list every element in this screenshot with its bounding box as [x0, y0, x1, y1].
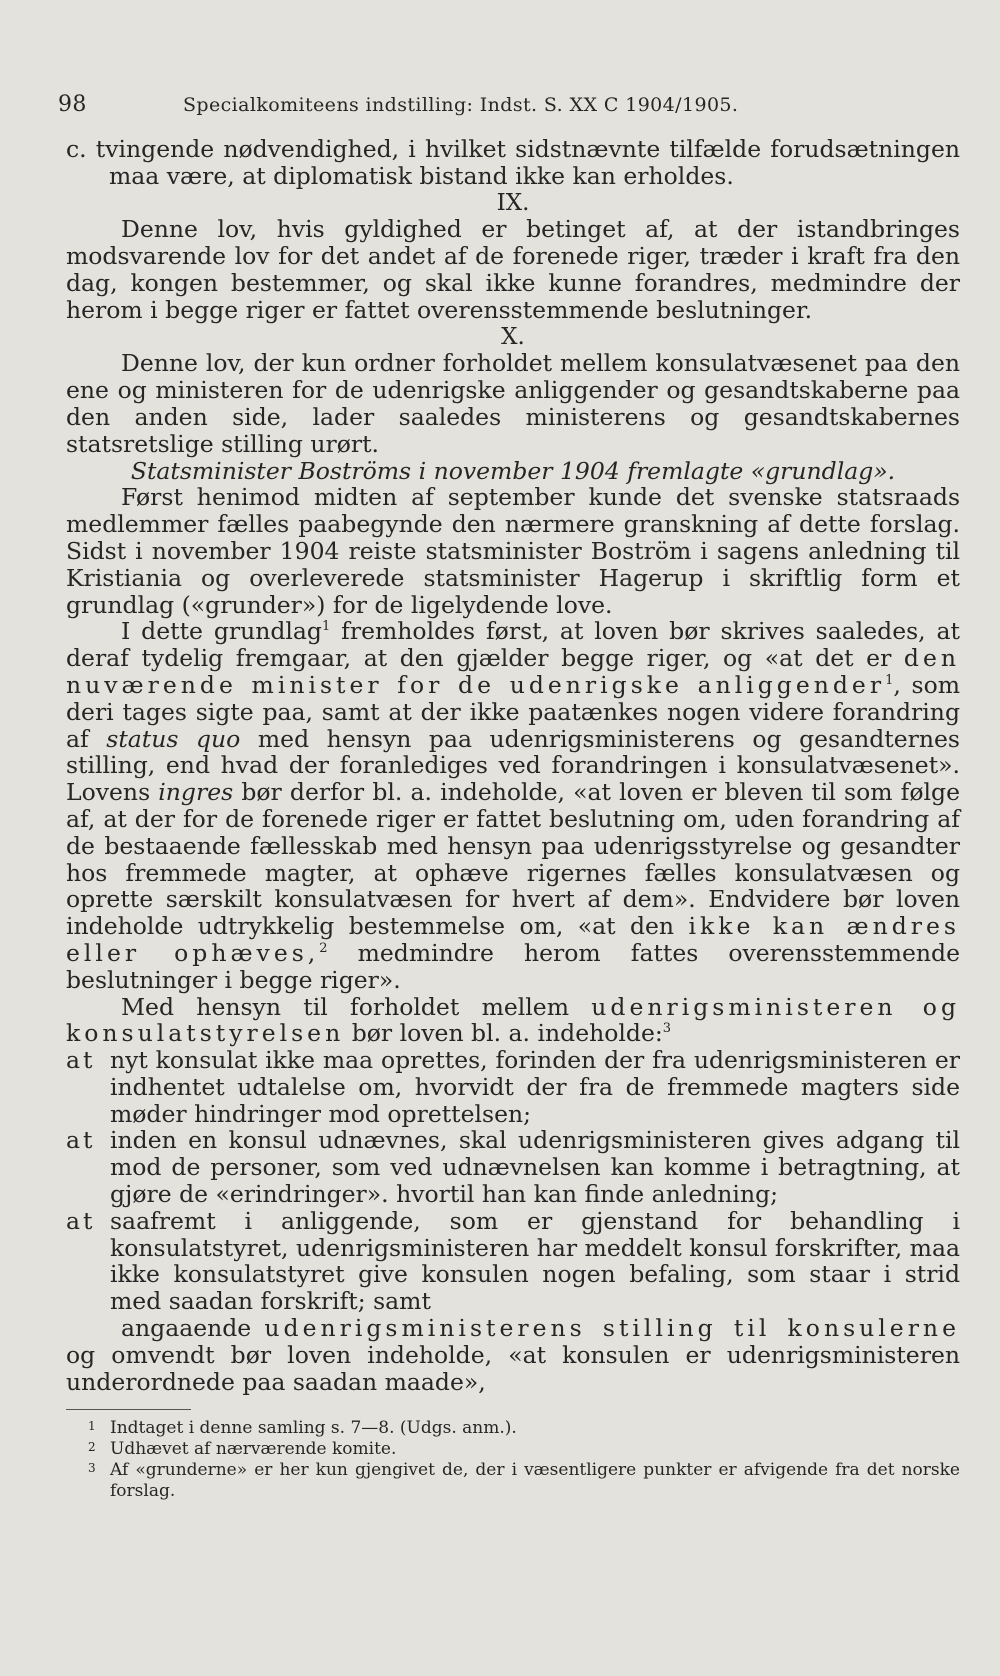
footnote-text: Indtaget i denne samling s. 7—8. (Udgs. anm.). [110, 1418, 517, 1439]
p3-a: Med hensyn til forholdet mellem [121, 992, 592, 1021]
p3-spaced: udenrigsministeren og konsulatstyrelsen [66, 992, 960, 1048]
footnote-text: Af «grunderne» er her kun gjengivet de, der i væsentligere punkter er afvigende fra det norske forslag. [110, 1460, 960, 1502]
page-number: 98 [58, 92, 87, 117]
section-ix-text: Denne lov, hvis gyldighed er betinget af, at der istandbringes modsvarende lov for det andet af de forenede riger, træder i kraft fra den dag, kongen bestemmer, og skal ikke kunne forandres, medmindre der herom i begge riger er fattet overensstemmende beslutninger. [66, 215, 960, 324]
list-item-label: at [66, 1206, 96, 1235]
body-text [66, 136, 960, 1502]
section-heading-ix: IX. [496, 189, 530, 216]
list-item-label: at [66, 1046, 96, 1075]
list-item-label: at [66, 1126, 96, 1155]
section-x-text: Denne lov, der kun ordner forholdet mellem konsulatvæsenet paa den ene og ministeren for de udenrigske anliggender og gesandtskaberne paa den anden side, lader saaledes ministerens og gesandtskabernes statsretslige stilling urørt. [66, 349, 960, 458]
p2-f: med hensyn paa udenrigsministerens og gesandternes stilling, end hvad der foranlediges ved forandringen i konsulatvæsenet». Lovens [66, 724, 960, 807]
paragraph-3 [66, 994, 960, 1048]
footnote-ref-1b: 1 [885, 673, 894, 689]
footnote [66, 1439, 960, 1460]
p2-italic-status-quo: status quo [106, 724, 241, 753]
paragraph-1: Først henimod midten af september kunde det svenske statsraads medlemmer fælles paabegynde den nærmere granskning af dette forslag. Sidst i november 1904 reiste statsminister Boström i sagens anledning til Kristiania og overleverede statsminister Hagerup i skriftlig form et grundlag («grunder») for de ligelydende love. [66, 483, 960, 619]
list-item [66, 1047, 960, 1127]
footnote-number: 2 [88, 1440, 96, 1455]
p2-a: I dette grundlag [121, 617, 322, 646]
p3-c: bør loven bl. a. indeholde: [344, 1019, 663, 1048]
list-item [66, 1127, 960, 1207]
p2-italic-ingres: ingres [158, 778, 234, 807]
footnote-ref-3: 3 [662, 1021, 672, 1037]
p2-spaced-1: den nuværende minister for de udenrigske anliggender [66, 644, 960, 699]
footnote-number: 3 [88, 1461, 96, 1476]
paragraph-2 [66, 618, 960, 993]
subheading: Statsminister Boströms i november 1904 fremlagte «grundlag». [130, 456, 896, 485]
p2-spaced-2: ikke kan ændres eller ophæves, [66, 912, 960, 967]
footnote-number: 1 [88, 1419, 96, 1434]
p2-j: medmindre herom fattes overensstemmende beslutninger i begge riger». [66, 938, 960, 994]
list-item-text: saafremt i anliggende, som er gjenstand for behandling i konsulatstyret, udenrigsministeren har meddelt konsul forskrifter, maa ikke konsulatstyret give konsulen nogen befaling, som staar i strid med saadan forskrift; samt [110, 1206, 960, 1316]
running-header [58, 92, 958, 117]
list-item [66, 1208, 960, 1315]
footnote [66, 1418, 960, 1439]
p2-d: , som deri tages sigte paa, samt at der ikke paatænkes nogen videre forandring af [66, 670, 960, 753]
paragraph-c: c. tvingende nødvendighed, i hvilket sidstnævnte tilfælde forudsætningen maa være, at diplomatisk bistand ikke kan erholdes. [66, 135, 960, 190]
p2-b: fremholdes først, at loven bør skrives saaledes, at deraf tydelig fremgaar, at den gjælder begge riger, og «at det er [66, 617, 960, 673]
footnote-ref-2: 2 [319, 941, 328, 957]
p4-a: angaaende [121, 1314, 265, 1343]
section-heading-x: X. [501, 323, 525, 350]
p4-c: og omvendt bør loven indeholde, «at konsulen er udenrigsministeren underordnede paa saadan maade», [66, 1340, 960, 1396]
footnote-ref-1: 1 [321, 619, 331, 635]
p2-h: bør derfor bl. a. indeholde, «at loven er bleven til som følge af, at der for de forenede riger er fattet beslutning om, uden forandring af de bestaaende fællesskab med hensyn paa udenrigsstyrelse og gesandter hos fremmede magter, at ophæve rigernes fælles konsulatvæsen og oprette særskilt konsulatvæsen for hvert af dem». Endvidere bør loven indeholde udtrykkelig bestemmelse om, «at den [66, 778, 960, 941]
footnote-divider [66, 1409, 191, 1410]
running-title: Specialkomiteens indstilling: Indst. S. XX C 1904/1905. [183, 94, 739, 116]
p4-spaced: udenrigsministerens stilling til konsulerne [264, 1314, 960, 1343]
list-item-text: nyt konsulat ikke maa oprettes, forinden der fra udenrigsministeren er indhentet udtalelse om, hvorvidt der fra de fremmede magters side møder hindringer mod oprettelsen; [110, 1046, 960, 1128]
footnote [66, 1460, 960, 1502]
paragraph-4 [66, 1315, 960, 1395]
footnote-text: Udhævet af nærværende komite. [110, 1439, 397, 1460]
list-item-text: inden en konsul udnævnes, skal udenrigsministeren gives adgang til mod de personer, som ved udnævnelsen kan komme i betragtning, at gjøre de «erindringer». hvortil han kan finde anledning; [110, 1126, 960, 1209]
